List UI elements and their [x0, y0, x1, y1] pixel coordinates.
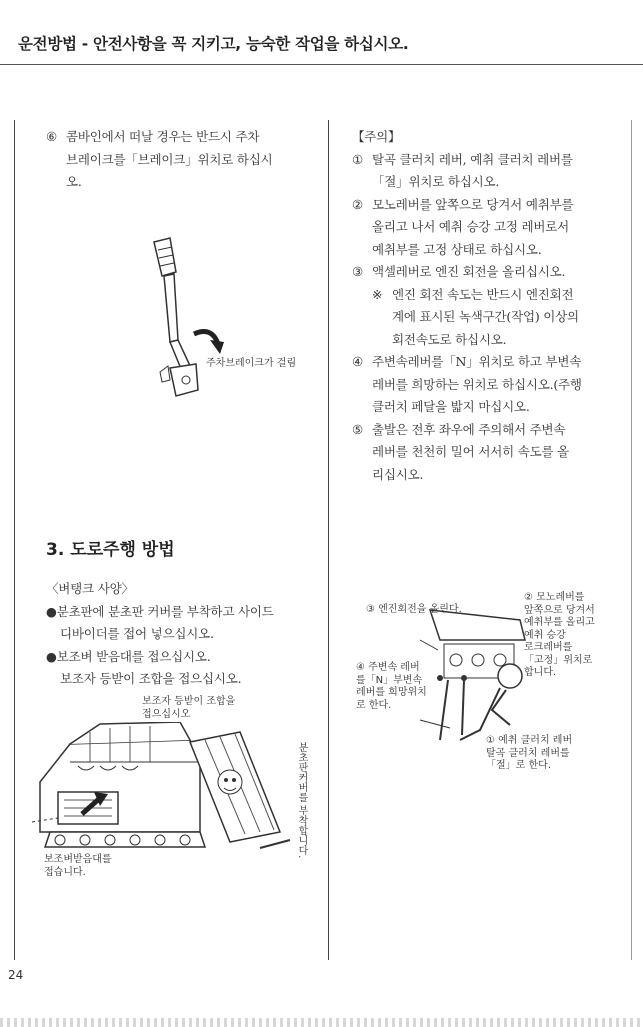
- caution-item-3: ③ 액셀레버로 엔진 회전을 올리십시오.: [352, 264, 566, 279]
- fig-label-3: ③ 엔진회전을 올린다.: [366, 604, 462, 615]
- scan-artifact-strip: [0, 1018, 643, 1027]
- item-6-text: ⑥ 콤바인에서 떠날 경우는 반드시 주차 브레이크를「브레이크」위치로 하십시 오.: [46, 126, 316, 194]
- right-margin-line: [631, 120, 632, 960]
- combine-figure: [30, 722, 310, 857]
- caution-item-4: ④ 주변속레버를「N」위치로 하고 부변속 레버를 희망하는 위치로 하십시오.(주행 클러치 페달을 밟지 마십시오.: [352, 354, 582, 414]
- left-margin-line: [14, 120, 15, 960]
- caution-item-2: ② 모노레버를 앞쪽으로 당겨서 예취부를 올리고 나서 예취 승강 고정 레버로서 예취부를 고정 상태로 하십시오.: [352, 196, 574, 257]
- fig-label-1: ① 예취 클러치 레버 탈곡 클러치 레버를 「절」로 한다.: [486, 735, 573, 771]
- tank-heading: 〈벼탱크 사양〉: [46, 581, 134, 596]
- header-rule: [0, 64, 643, 65]
- page-header: 운전방법 - 안전사항을 꼭 지키고, 능숙한 작업을 하십시오.: [18, 35, 409, 53]
- caution-item-1: ① 탈곡 클러치 레버, 예취 클러치 레버를 「절」위치로 하십시오.: [352, 151, 573, 189]
- parking-brake-figure: [140, 230, 320, 410]
- column-divider: [328, 120, 329, 960]
- parking-brake-label: 주차브레이크가 걸림: [206, 358, 297, 369]
- section-title: 3. 도로주행 방법: [46, 540, 175, 560]
- fig-label-2: ② 모노레버를 앞쪽으로 당겨서 예취부를 올리고 예취 승강 로크레버를 「고정」위치로 합니다.: [524, 592, 595, 678]
- caution-item-5: ⑤ 출발은 전후 좌우에 주의해서 주변속 레버를 천천히 밀어 서서히 속도를 올 리십시오.: [352, 421, 569, 482]
- fig-label-top: 보조자 등받이 조합을 접으십시오: [142, 696, 236, 720]
- fig-label-vertical: 분초판커버를 부착합니다.: [296, 742, 307, 859]
- caution-note: ※ 엔진 회전 속도는 반드시 엔진회전 계에 표시된 녹색구간(작업) 이상의 회전속도로 하십시오.: [372, 286, 579, 347]
- fig-label-4: ④ 주변속 레버 를「N」부변속 레버를 희망위치 로 한다.: [356, 662, 427, 711]
- item-6-number: ⑥: [46, 129, 58, 144]
- page-number: 24: [8, 968, 24, 982]
- caution-heading: 【주의】: [352, 129, 401, 144]
- fig-label-bottom: 보조벼받음대를 접습니다.: [44, 854, 112, 878]
- tank-spec-text: 〈벼탱크 사양〉 ●분초판에 분초판 커버를 부착하고 사이드 디바이더를 접어 넣으십시오. ●보조벼 받음대를 접으십시오. 보조자 등받이 조합을 접으십시오.: [46, 578, 321, 691]
- caution-text: [352, 126, 617, 486]
